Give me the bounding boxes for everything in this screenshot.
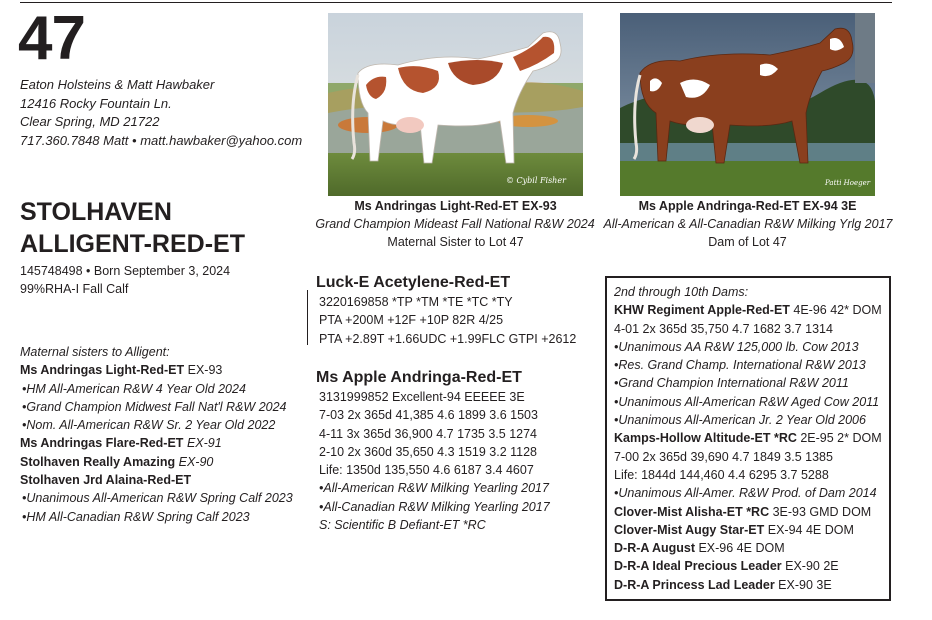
animal-name (20, 196, 245, 260)
sister-row (20, 453, 293, 471)
dam-ancestor-note (614, 356, 882, 374)
dam-note: •All-Canadian R&W Milking Yearling 2017 (319, 499, 550, 514)
dam-ancestor-row (614, 429, 882, 447)
dam-ancestor-row (614, 576, 882, 594)
dam-ancestor-text: •Unanimous All-Amer. R&W Prod. of Dam 2014 (614, 486, 877, 501)
cow-photo-left (328, 13, 583, 196)
sister-note: •Nom. All-American R&W Sr. 2 Year Old 2022 (22, 418, 276, 433)
consignor-address: 12416 Rocky Fountain Ln. (20, 95, 172, 111)
dam-note: •All-American R&W Milking Yearling 2017 (319, 481, 549, 496)
dam-ancestor-row (614, 557, 882, 575)
dam-ancestor-name: D-R-A Ideal Precious Leader (614, 559, 782, 574)
sister-note: •Grand Champion Midwest Fall Nat'l R&W 2024 (22, 399, 287, 414)
photo-right-caption1: All-American & All-Canadian R&W Milking Yrlg 2017 (603, 217, 893, 231)
sister-name: Stolhaven Really Amazing (20, 454, 176, 469)
dam-ancestor-record (614, 320, 882, 338)
dam-record: 2-10 2x 360d 35,650 4.3 1519 3.2 1128 (319, 444, 538, 459)
photographer-signature-right: Patti Hoeger (825, 179, 871, 187)
sister-note: •HM All-American R&W 4 Year Old 2024 (22, 381, 246, 396)
dam-ancestor-name: Clover-Mist Alisha-ET *RC (614, 504, 770, 519)
sister-note: •Unanimous All-American R&W Spring Calf 2023 (22, 491, 293, 506)
photo-right-caption2: Dam of Lot 47 (708, 235, 787, 249)
animal-name-line2: ALLIGENT-RED-ET (20, 230, 245, 258)
dam-ancestor-text: •Res. Grand Champ. International R&W 2013 (614, 358, 866, 373)
dam-ancestor-text: •Unanimous All-American Jr. 2 Year Old 2006 (614, 413, 866, 428)
photographer-signature-left: © Cybil Fisher (506, 176, 566, 185)
sire-section (316, 273, 576, 348)
dams-box-content (614, 283, 882, 594)
dam-ancestor-text: Life: 1844d 144,460 4.4 6295 3.7 5288 (614, 467, 829, 482)
animal-name-line1: STOLHAVEN (20, 198, 172, 226)
dams-box-heading: 2nd through 10th Dams: (614, 285, 749, 299)
dam-ancestor-name: KHW Regiment Apple-Red-ET (614, 303, 790, 318)
maternal-sisters-heading: Maternal sisters to Alligent: (20, 345, 170, 359)
dam-ancestor-score: EX-90 3E (774, 577, 832, 592)
dam-ancestor-row (614, 521, 882, 539)
photo-left-caption2: Maternal Sister to Lot 47 (387, 235, 524, 249)
animal-id-born: 145748498 • Born September 3, 2024 (20, 264, 231, 278)
dams-box (605, 276, 891, 601)
dam-ancestor-name: D-R-A August (614, 541, 695, 556)
dam-ancestor-name: Clover-Mist Augy Star-ET (614, 522, 765, 537)
consignor-city: Clear Spring, MD 21722 (20, 114, 160, 129)
dam-ancestor-text: •Unanimous All-American R&W Aged Cow 2011 (614, 394, 880, 409)
sire-line: 3220169858 *TP *TM *TE *TC *TY (319, 295, 513, 309)
dam-ancestor-text: •Grand Champion International R&W 2011 (614, 376, 849, 391)
dam-ancestor-note (614, 484, 882, 502)
dam-ancestor-note (614, 338, 882, 356)
sister-name: Stolhaven Jrd Alaina-Red-ET (20, 473, 192, 488)
dam-ancestor-text: 4-01 2x 365d 35,750 4.7 1682 3.7 1314 (614, 321, 833, 336)
dam-ancestor-score: EX-90 2E (781, 559, 839, 574)
photo-dam (620, 13, 875, 196)
dam-record: Life: 1350d 135,550 4.6 6187 3.4 4607 (319, 463, 534, 478)
maternal-sisters-section (20, 343, 293, 526)
dam-ancestor-score: 4E-96 42* DOM (789, 303, 882, 318)
sister-row (20, 434, 293, 452)
photo-left-caption1: Grand Champion Mideast Fall National R&W 2024 (315, 217, 595, 231)
dam-ancestor-row (614, 301, 882, 319)
sister-name: Ms Andringas Light-Red-ET (20, 363, 185, 378)
dam-ancestor-note (614, 393, 882, 411)
dam-ancestor-record (614, 448, 882, 466)
dam-name: Ms Apple Andringa-Red-ET (316, 369, 522, 386)
sister-score: EX-91 (186, 436, 222, 451)
sister-row (20, 361, 293, 379)
sister-name: Ms Andringas Flare-Red-ET (20, 436, 184, 451)
dam-ancestor-name: D-R-A Princess Lad Leader (614, 577, 775, 592)
dam-ancestor-score: 3E-93 GMD DOM (769, 504, 872, 519)
sister-score: EX-90 (178, 454, 214, 469)
sire-line: PTA +200M +12F +10P 82R 4/25 (319, 313, 504, 328)
sister-note: •HM All-Canadian R&W Spring Calf 2023 (22, 509, 250, 524)
dam-ancestor-name: Kamps-Hollow Altitude-ET *RC (614, 431, 797, 446)
dam-line: 3131999852 Excellent-94 EEEEE 3E (319, 390, 525, 404)
photo-left-name: Ms Andringas Light-Red-ET EX-93 (354, 199, 557, 213)
dam-ancestor-note (614, 411, 882, 429)
dam-ancestor-text: 7-00 2x 365d 39,690 4.7 1849 3.5 1385 (614, 449, 833, 464)
consignor-contact: 717.360.7848 Matt • matt.hawbaker@yahoo.com (20, 132, 303, 148)
consignor-info (20, 76, 302, 150)
dam-ancestor-text: •Unanimous AA R&W 125,000 lb. Cow 2013 (614, 339, 859, 354)
photo-right-name: Ms Apple Andringa-Red-ET EX-94 3E (638, 199, 857, 213)
dam-ancestor-row (614, 539, 882, 557)
sire-name: Luck-E Acetylene-Red-ET (316, 274, 511, 291)
dam-section (316, 368, 550, 534)
cow-photo-right (620, 13, 875, 196)
sister-row (20, 471, 293, 489)
sire-line: PTA +2.89T +1.66UDC +1.99FLC GTPI +2612 (319, 331, 577, 346)
dam-record: 4-11 3x 365d 36,900 4.7 1735 3.5 1274 (319, 426, 538, 441)
dam-ancestor-score: EX-96 4E DOM (695, 541, 785, 556)
consignor-name: Eaton Holsteins & Matt Hawbaker (20, 77, 215, 92)
photo-maternal-sister (328, 13, 583, 196)
dam-ancestor-note (614, 374, 882, 392)
dam-ancestor-row (614, 503, 882, 521)
dam-record: 7-03 2x 365d 41,385 4.6 1899 3.6 1503 (319, 408, 538, 423)
dam-ancestor-score: 2E-95 2* DOM (796, 431, 882, 446)
dam-ancestor-record (614, 466, 882, 484)
animal-id-info (20, 262, 230, 298)
sire-divider (307, 290, 308, 345)
sister-score: EX-93 (187, 363, 223, 378)
lot-number: 47 (18, 4, 85, 73)
dam-sire: S: Scientific B Defiant-ET *RC (319, 518, 486, 533)
dam-ancestor-score: EX-94 4E DOM (764, 522, 854, 537)
top-rule (20, 2, 892, 3)
animal-rha-class: 99%RHA-I Fall Calf (20, 282, 129, 296)
